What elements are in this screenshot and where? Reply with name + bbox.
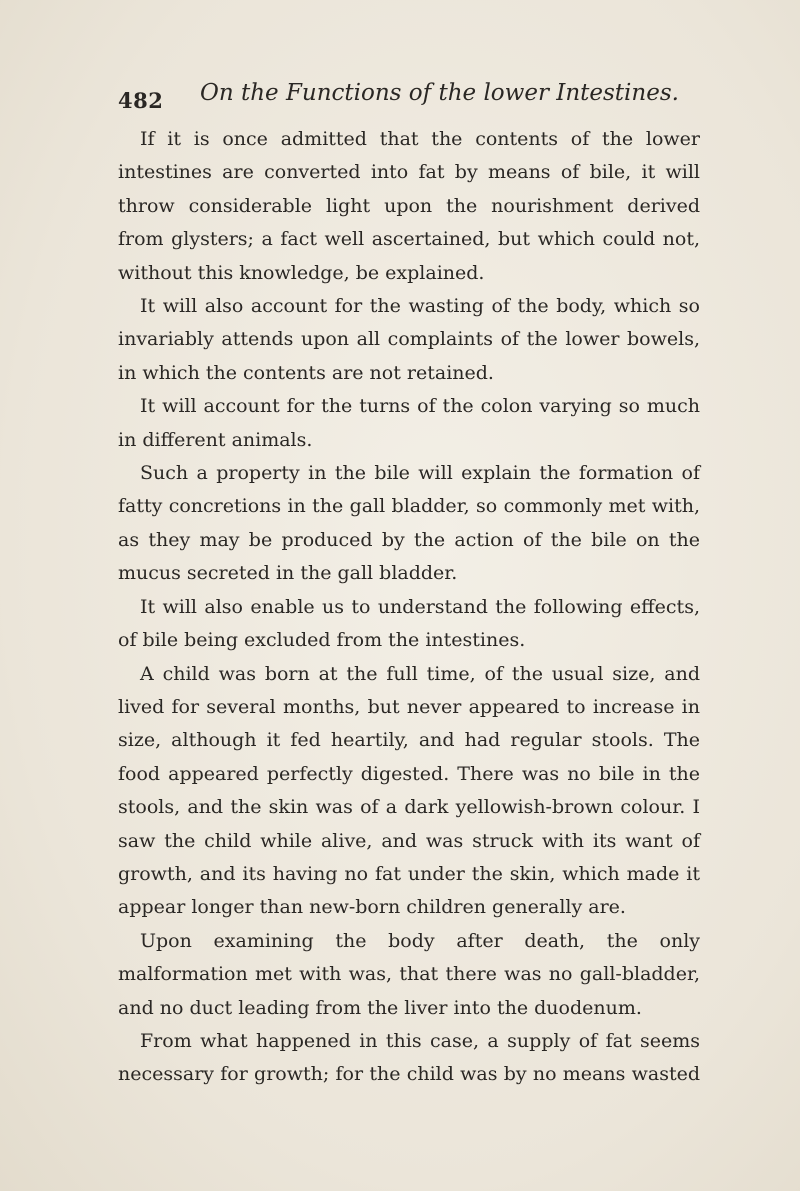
body-text: [118, 123, 700, 1092]
running-head: On the Functions of the lower Intestines.: [200, 80, 679, 106]
paragraph: A child was born at the full time, of the usual size, and lived for several months, but never appeared to increase in size, although it fed heartily, and had regular stools. The food appeared perfectly digested. There was no bile in the stools, and the skin was of a dark yellowish-brown colour. I saw the child while alive, and was struck with its want of growth, and its having no fat under the skin, which made it appear longer than new-born children generally are.: [118, 662, 700, 919]
paragraph: Upon examining the body after death, the only malformation met with was, that there was no gall-bladder, and no duct leading from the liver into the duodenum.: [118, 929, 700, 1019]
paragraph: Such a property in the bile will explain the formation of fatty concretions in the gall bladder, so commonly met with, as they may be produced by the action of the bile on the mucus secreted in the gall bladder.: [118, 462, 700, 585]
page-number: 482: [118, 88, 164, 113]
page-header: [118, 80, 678, 116]
paragraph: It will account for the turns of the colon varying so much in different animals.: [118, 395, 700, 451]
paragraph: It will also enable us to understand the following effects, of bile being excluded from the intestines.: [118, 595, 700, 652]
paragraph: It will also account for the wasting of the body, which so invariably attends upon all complaints of the lower bowels, in which the contents are not retained.: [118, 295, 700, 384]
paragraph: From what happened in this case, a supply of fat seems necessary for growth; for the child was by no means wasted: [118, 1029, 700, 1086]
paragraph: If it is once admitted that the contents of the lower intestines are converted into fat by means of bile, it will throw considerable light upon the nourishment derived from glysters; a fact well ascertained, but which could not, without this knowledge, be explained.: [118, 128, 700, 284]
